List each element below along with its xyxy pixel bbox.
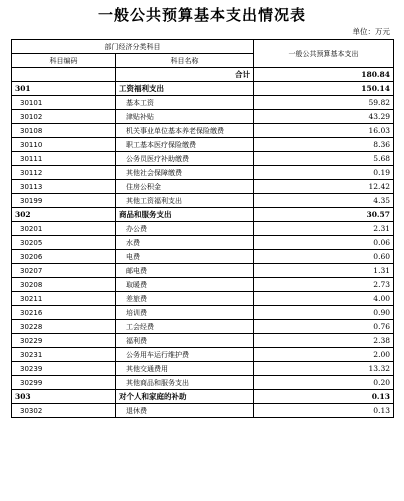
row-name: 办公费	[116, 222, 254, 236]
row-value: 2.38	[254, 334, 394, 348]
header-name: 科目名称	[116, 54, 254, 68]
row-name: 津贴补贴	[116, 110, 254, 124]
row-name: 电费	[116, 250, 254, 264]
table-row	[12, 96, 394, 110]
table-row	[12, 348, 394, 362]
row-name: 住房公积金	[116, 180, 254, 194]
table-row	[12, 222, 394, 236]
row-name: 福利费	[116, 334, 254, 348]
table-row	[12, 264, 394, 278]
total-value: 180.84	[254, 68, 394, 82]
table-row	[12, 166, 394, 180]
row-value: 4.35	[254, 194, 394, 208]
table-row	[12, 250, 394, 264]
row-code: 30199	[12, 194, 116, 208]
row-value: 0.76	[254, 320, 394, 334]
row-value: 16.03	[254, 124, 394, 138]
row-name: 对个人和家庭的补助	[116, 390, 254, 404]
row-value: 2.31	[254, 222, 394, 236]
row-code: 30299	[12, 376, 116, 390]
header-amount: 一般公共预算基本支出	[254, 40, 394, 68]
row-code: 30101	[12, 96, 116, 110]
row-name: 差旅费	[116, 292, 254, 306]
table-row	[12, 320, 394, 334]
table-row	[12, 124, 394, 138]
row-code: 30201	[12, 222, 116, 236]
row-value: 12.42	[254, 180, 394, 194]
table-row	[12, 138, 394, 152]
row-name: 公务员医疗补助缴费	[116, 152, 254, 166]
table-row	[12, 334, 394, 348]
row-code: 30302	[12, 404, 116, 418]
table-row	[12, 306, 394, 320]
row-name: 工会经费	[116, 320, 254, 334]
table-row	[12, 236, 394, 250]
row-value: 2.00	[254, 348, 394, 362]
row-value: 1.31	[254, 264, 394, 278]
table-row	[12, 390, 394, 404]
row-name: 邮电费	[116, 264, 254, 278]
page-title: 一般公共预算基本支出情况表	[97, 6, 306, 24]
row-value: 0.13	[254, 404, 394, 418]
row-name: 培训费	[116, 306, 254, 320]
row-value: 5.68	[254, 152, 394, 166]
table-row	[12, 292, 394, 306]
table-row	[12, 404, 394, 418]
row-code: 30102	[12, 110, 116, 124]
row-value: 0.60	[254, 250, 394, 264]
table-row	[12, 152, 394, 166]
row-value: 0.13	[254, 390, 394, 404]
table-row	[12, 362, 394, 376]
row-code: 30228	[12, 320, 116, 334]
row-name: 水费	[116, 236, 254, 250]
row-name: 取暖费	[116, 278, 254, 292]
row-name: 机关事业单位基本养老保险缴费	[116, 124, 254, 138]
row-value: 43.29	[254, 110, 394, 124]
row-value: 30.57	[254, 208, 394, 222]
row-code: 303	[12, 390, 116, 404]
row-code: 30239	[12, 362, 116, 376]
row-name: 工资福利支出	[116, 82, 254, 96]
row-value: 0.90	[254, 306, 394, 320]
table-row	[12, 278, 394, 292]
row-code: 302	[12, 208, 116, 222]
row-code: 30110	[12, 138, 116, 152]
budget-table	[11, 39, 394, 418]
row-code: 30108	[12, 124, 116, 138]
row-code: 30207	[12, 264, 116, 278]
row-code: 30112	[12, 166, 116, 180]
row-code: 30231	[12, 348, 116, 362]
row-value: 4.00	[254, 292, 394, 306]
row-code: 30216	[12, 306, 116, 320]
row-name: 职工基本医疗保险缴费	[116, 138, 254, 152]
row-value: 0.20	[254, 376, 394, 390]
table-body	[12, 68, 394, 418]
row-code: 30113	[12, 180, 116, 194]
row-value: 0.19	[254, 166, 394, 180]
table-row	[12, 180, 394, 194]
row-value: 8.36	[254, 138, 394, 152]
table-row	[12, 82, 394, 96]
row-name: 其他商品和服务支出	[116, 376, 254, 390]
total-row	[12, 68, 394, 82]
row-value: 13.32	[254, 362, 394, 376]
total-label: 合计	[116, 68, 254, 82]
row-value: 59.82	[254, 96, 394, 110]
row-code: 30206	[12, 250, 116, 264]
row-code: 301	[12, 82, 116, 96]
table-row	[12, 376, 394, 390]
header-row-group	[12, 40, 394, 54]
row-value: 2.73	[254, 278, 394, 292]
row-code: 30208	[12, 278, 116, 292]
row-value: 150.14	[254, 82, 394, 96]
row-code: 30229	[12, 334, 116, 348]
row-name: 基本工资	[116, 96, 254, 110]
row-name: 公务用车运行维护费	[116, 348, 254, 362]
unit-label: 单位：万元	[352, 27, 390, 36]
table-row	[12, 110, 394, 124]
row-code: 30111	[12, 152, 116, 166]
row-code: 30211	[12, 292, 116, 306]
row-name: 其他社会保障缴费	[116, 166, 254, 180]
table-row	[12, 194, 394, 208]
row-name: 商品和服务支出	[116, 208, 254, 222]
header-group: 部门经济分类科目	[12, 40, 254, 54]
total-code-cell	[12, 68, 116, 82]
row-name: 退休费	[116, 404, 254, 418]
row-name: 其他工资福利支出	[116, 194, 254, 208]
row-code: 30205	[12, 236, 116, 250]
header-code: 科目编码	[12, 54, 116, 68]
table-row	[12, 208, 394, 222]
row-name: 其他交通费用	[116, 362, 254, 376]
row-value: 0.06	[254, 236, 394, 250]
